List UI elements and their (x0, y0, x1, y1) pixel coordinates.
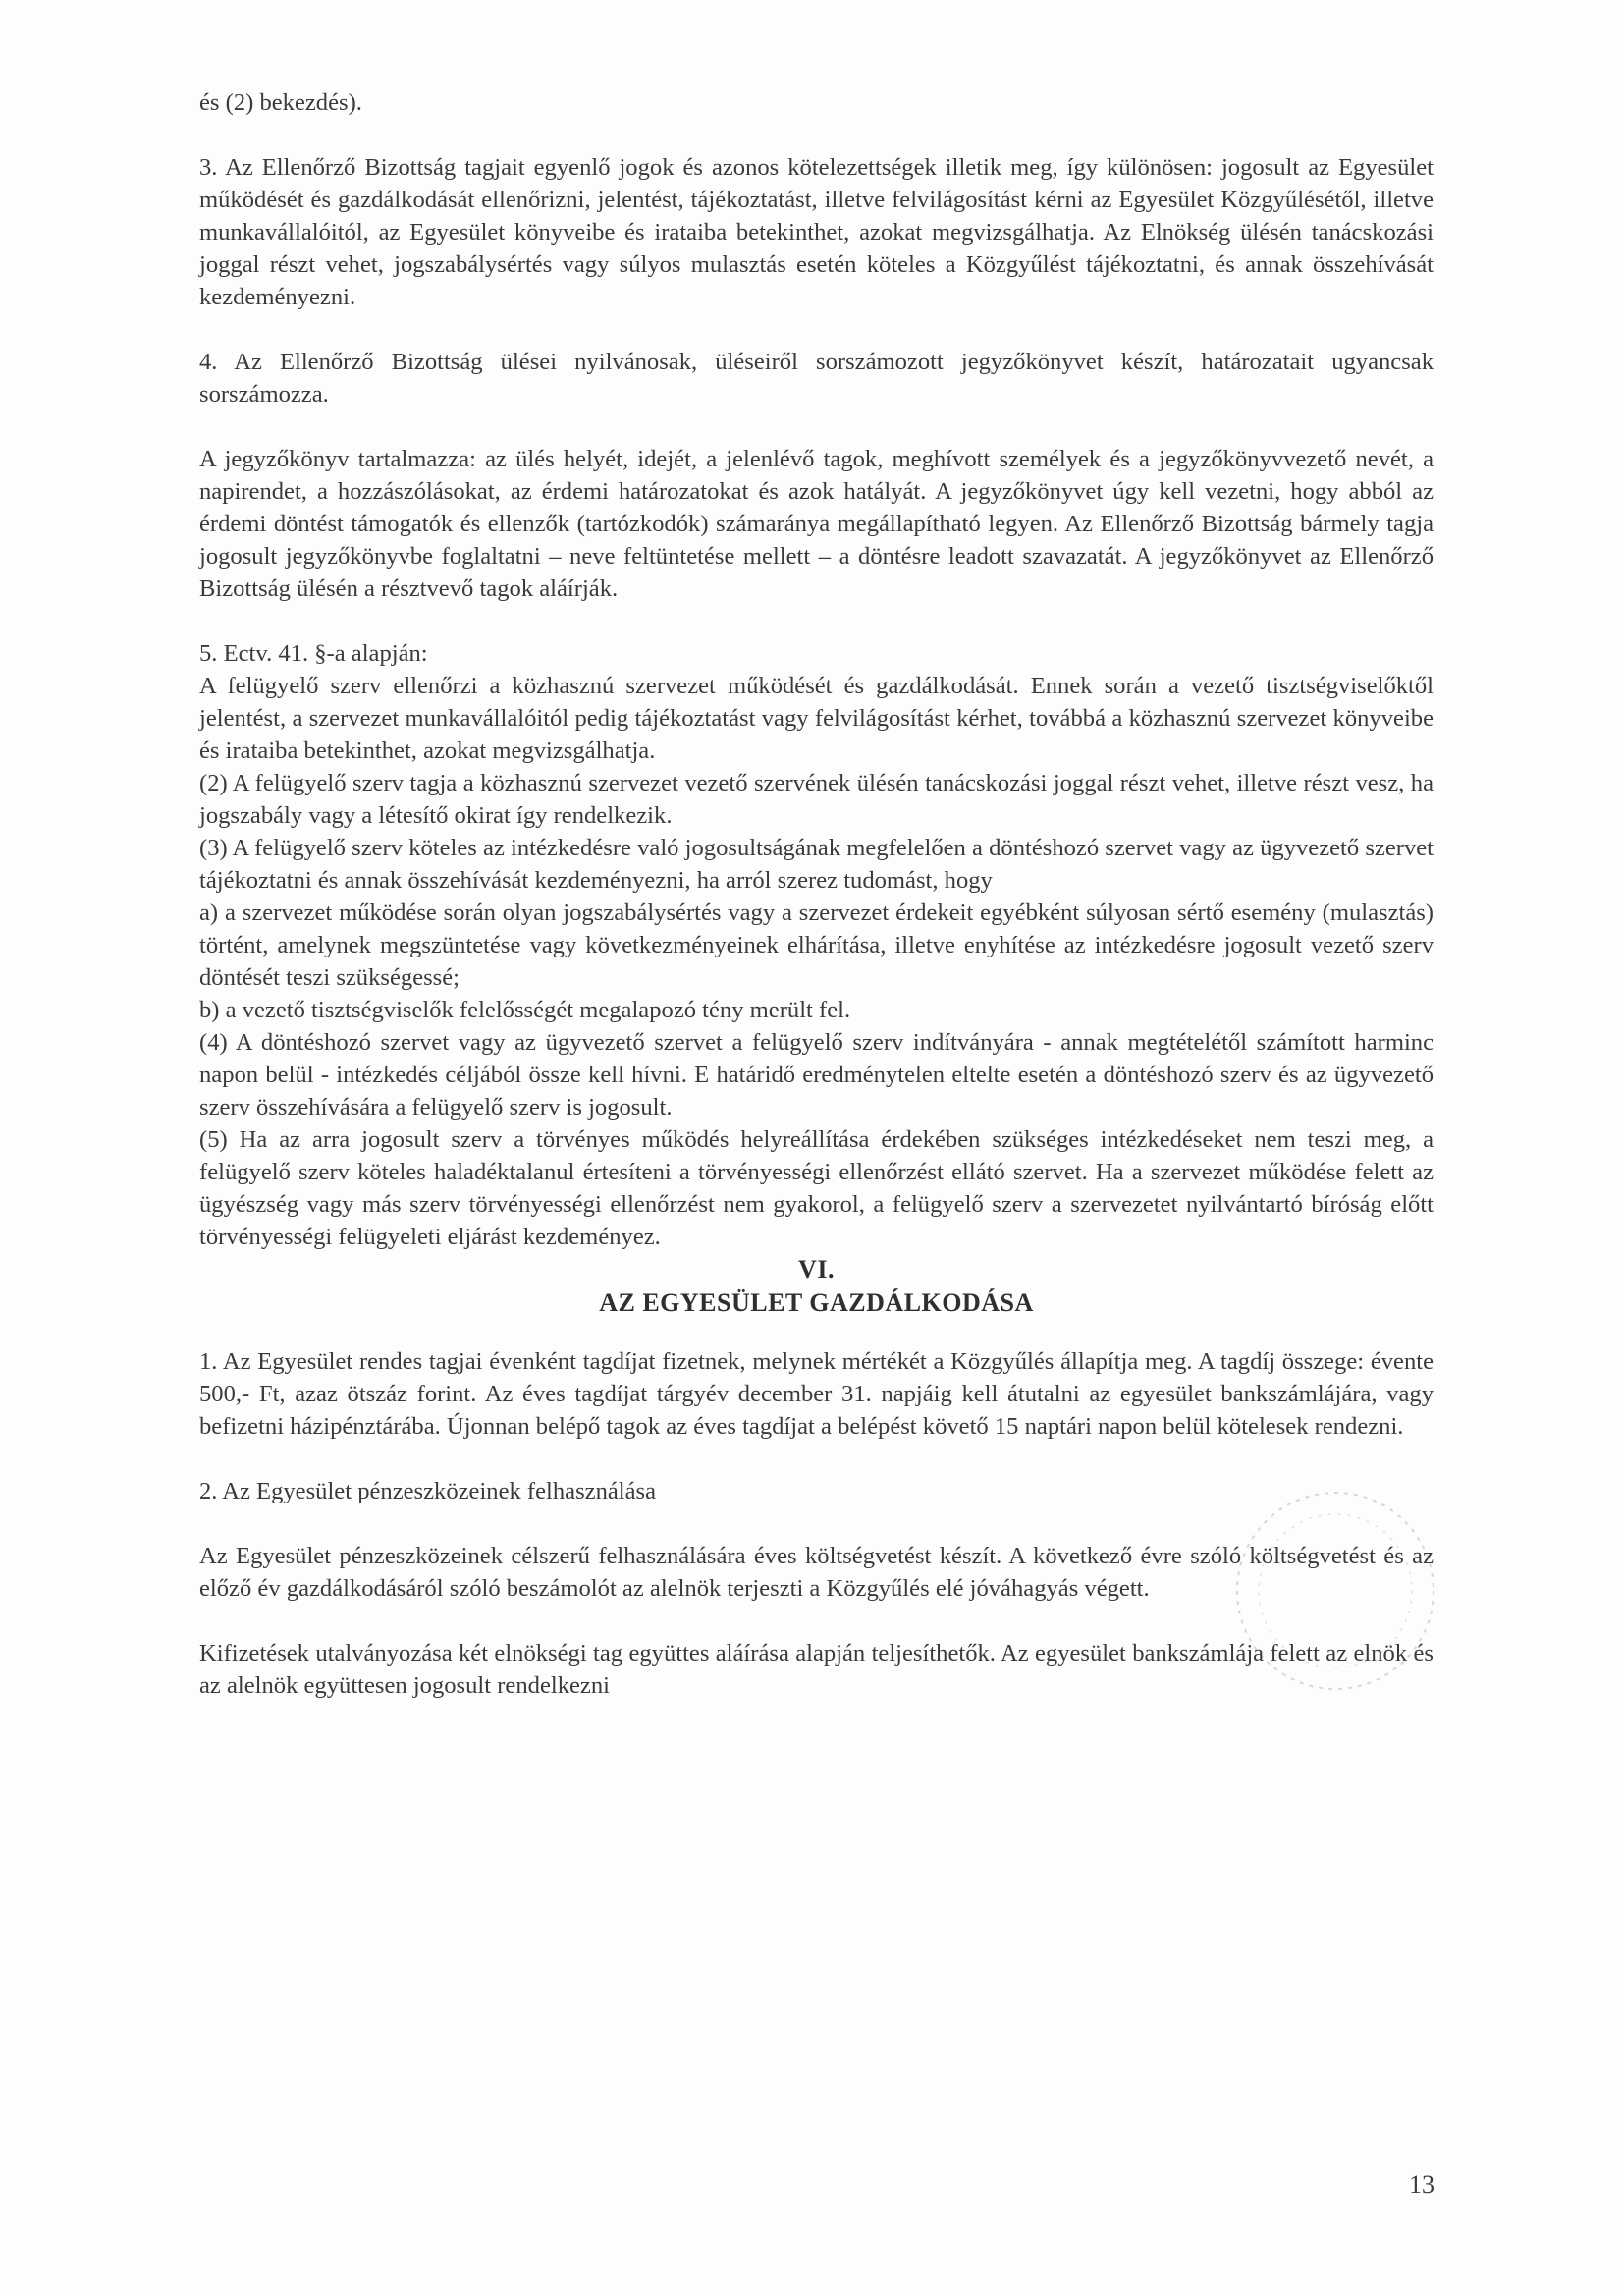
finance-paragraph-3: Az Egyesület pénzeszközeinek célszerű felhasználására éves költségvetést készít. A következő évre szóló költségvetést és az előző év gazdálkodásáról szóló beszámolót az alelnök terjeszti a Közgyűlés elé jóváhagyás végett. (199, 1543, 1434, 1602)
paragraph-4: 4. Az Ellenőrző Bizottság ülései nyilvánosak, üléseiről sorszámozott jegyzőkönyvet készít, határozatait ugyancsak sorszámozza. (199, 349, 1434, 408)
paragraph-3: 3. Az Ellenőrző Bizottság tagjait egyenlő jogok és azonos kötelezettségek illetik meg, így különösen: jogosult az Egyesület működését és gazdálkodását ellenőrizni, jelentést, tájékoztatást, illetve felvilágosítást kérni az Egyesület Közgyűlésétől, illetve munkavállalóitól, az Egyesület könyveibe és irataiba betekinthet, azokat megvizsgálhatja. Az Elnökség ülésén tanácskozási joggal részt vehet, jogszabálysértés vagy súlyos mulasztás esetén köteles a Közgyűlést tájékoztatni, és annak összehívását kezdeményezni. (199, 154, 1434, 310)
page-number: 13 (1409, 2170, 1434, 2199)
chapter-number: VI. (798, 1255, 835, 1284)
paragraph-minutes: A jegyzőkönyv tartalmazza: az ülés helyét, idejét, a jelenlévő tagok, meghívott személyek és a jegyzőkönyvvezető nevét, a napirendet, a hozzászólásokat, az érdemi határozatokat és azok hatályát. A jegyzőkönyvet úgy kell vezetni, hogy abból az érdemi döntést támogatók és ellenzők (tartózkodók) számaránya megállapítható legyen. Az Ellenőrző Bizottság bármely tagja jogosult jegyzőkönyvbe foglaltatni – neve feltüntetése mellett – a döntésre leadott szavazatát. A jegyzőkönyvet az Ellenőrző Bizottság ülésén a résztvevő tagok aláírják. (199, 446, 1434, 602)
section-5-item-4: (4) A döntéshozó szervet vagy az ügyvezető szervet a felügyelő szerv indítványára - annak megtételétől számított harminc napon belül - intézkedés céljából össze kell hívni. E határidő eredménytelen eltelte esetén a döntéshozó szerv és az ügyvezető szerv összehívására a felügyelő szerv is jogosult. (199, 1029, 1434, 1121)
section-5-item-3: (3) A felügyelő szerv köteles az intézkedésre való jogosultságának megfelelően a döntéshozó szervet vagy az ügyvezető szervet tájékoztatni és annak összehívását kezdeményezni, ha arról szerez tudomást, hogy (199, 835, 1434, 894)
section-5-item-5: (5) Ha az arra jogosult szerv a törvényes működés helyreállítása érdekében szükséges intézkedéseket nem teszi meg, a felügyelő szerv köteles haladéktalanul értesíteni a törvényességi ellenőrzést ellátó szervet. Ha a szervezet működése felett az ügyészség vagy más szerv törvényességi ellenőrzést nem gyakorol, a felügyelő szerv a szervezetet nyilvántartó bíróság előtt törvényességi felügyeleti eljárást kezdeményez. (199, 1126, 1434, 1250)
finance-paragraph-1: 1. Az Egyesület rendes tagjai évenként tagdíjat fizetnek, melynek mértékét a Közgyűlés állapítja meg. A tagdíj összege: évente 500,- Ft, azaz ötszáz forint. Az éves tagdíjat tárgyév december 31. napjáig kell átutalni az egyesület bankszámlájára, vagy befizetni házipénztárába. Újonnan belépő tagok az éves tagdíjat a belépést követő 15 naptári napon belül kötelesek rendezni. (199, 1348, 1434, 1440)
document-body (199, 86, 1434, 1734)
chapter-title: AZ EGYESÜLET GAZDÁLKODÁSA (599, 1288, 1034, 1317)
section-5-item-3a: a) a szervezet működése során olyan jogszabálysértés vagy a szervezet érdekeit egyébként súlyosan sértő esemény (mulasztás) történt, amelynek megszüntetése vagy következményeinek elhárítása, illetve enyhítése az intézkedésre jogosult vezető szerv döntését teszi szükségessé; (199, 900, 1434, 991)
section-5-intro: 5. Ectv. 41. §-a alapján: (199, 640, 428, 667)
section-5-item-2: (2) A felügyelő szerv tagja a közhasznú szervezet vezető szervének ülésén tanácskozási joggal részt vehet, illetve részt vesz, ha jogszabály vagy a létesítő okirat így rendelkezik. (199, 770, 1434, 829)
paragraph-continuation: és (2) bekezdés). (199, 89, 362, 116)
finance-paragraph-4: Kifizetések utalványozása két elnökségi tag együttes aláírása alapján teljesíthetők. Az egyesület bankszámlája felett az elnök és az alelnök együttesen jogosult rendelkezni (199, 1640, 1434, 1699)
section-5-item-1: A felügyelő szerv ellenőrzi a közhasznú szervezet működését és gazdálkodását. Ennek során a vezető tisztségviselőktől jelentést, a szervezet munkavállalóitól pedig tájékoztatást vagy felvilágosítást kérhet, továbbá a közhasznú szervezet könyveibe és irataiba betekinthet, azokat megvizsgálhatja. (199, 673, 1434, 764)
finance-paragraph-2: 2. Az Egyesület pénzeszközeinek felhasználása (199, 1478, 657, 1504)
section-5-item-3b: b) a vezető tisztségviselők felelősségét megalapozó tény merült fel. (199, 997, 851, 1023)
